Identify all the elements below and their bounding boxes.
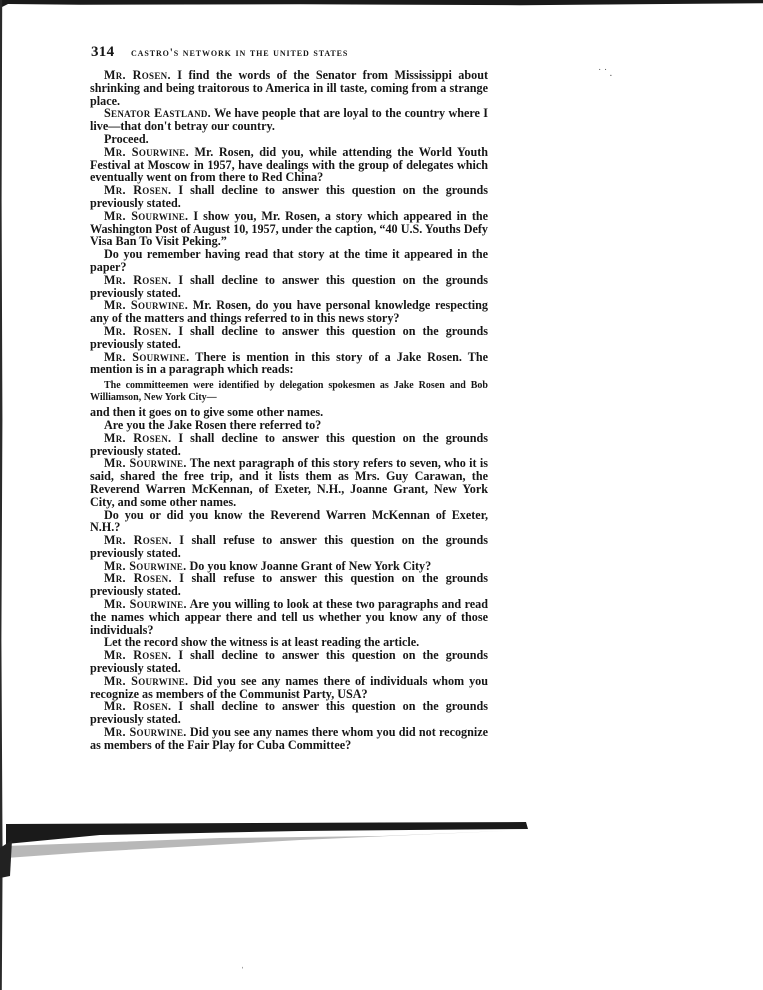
speaker-name: Mr. Rosen. [104, 648, 172, 663]
paragraph-text: Let the record show the witness is at least reading the article. [104, 635, 420, 650]
paragraph-text: I shall refuse to answer this question on the grounds previously stated. [90, 571, 488, 599]
paragraph-text: Did you see any names there of individuals whom you recognize as members of the Communist Party, USA? [90, 673, 489, 701]
paragraph-text: Do you or did you know the Reverend Warren McKennan of Exeter, N.H.? [90, 507, 488, 535]
paragraph-text: I shall decline to answer this question on the grounds previously stated. [90, 323, 488, 351]
transcript-paragraph [90, 351, 488, 377]
transcript-paragraph [90, 299, 488, 325]
transcript-paragraph [90, 146, 488, 184]
transcript-block-1 [90, 69, 488, 376]
paragraph-text: Do you know Joanne Grant of New York City? [186, 558, 432, 573]
transcript-paragraph [90, 107, 488, 133]
page-number: 314 [91, 44, 115, 60]
transcript-paragraph [90, 248, 488, 274]
speaker-name: Mr. Sourwine. [104, 673, 189, 688]
scan-bottom-bar [0, 818, 763, 878]
transcript-paragraph [90, 509, 488, 535]
paragraph-text: I shall refuse to answer this question on the grounds previously stated. [90, 533, 488, 560]
transcript-paragraph [90, 69, 488, 107]
paragraph-text: There is mention in this story of a Jake Rosen. The mention is in a paragraph which reads: [90, 349, 489, 377]
paragraph-text: We have people that are loyal to the country where I live—that don't betray our country. [90, 106, 488, 134]
scan-speck: ˙ ˙ . [598, 68, 613, 79]
speaker-name: Mr. Sourwine. [104, 725, 187, 740]
speaker-name: Mr. Rosen. [104, 68, 171, 82]
speaker-name: Mr. Sourwine. [104, 144, 189, 159]
paragraph-text: Mr. Rosen, did you, while attending the World Youth Festival at Moscow in 1957, have dealings with the group of delegates which eventually went on from there to Red China? [90, 144, 488, 185]
paragraph-text: I shall decline to answer this question on the grounds previously stated. [90, 699, 488, 727]
speaker-name: Senator Eastland. [104, 106, 212, 121]
paragraph-text: The next paragraph of this story refers to seven, who it is said, shared the free trip, and it lists them as Mrs. Guy Carawan, the Reverend Warren McKennan, of Exeter, N.H., Joanne Grant, New York City, and some other names. [90, 456, 488, 509]
paragraph-text: Do you remember having read that story at the time it appeared in the paper? [90, 247, 488, 274]
transcript-paragraph [90, 700, 488, 726]
paragraph-text: I show you, Mr. Rosen, a story which appeared in the Washington Post of August 10, 1957, under the caption, “40 U.S. Youths Defy Visa Ban To Visit Peking.” [90, 208, 489, 249]
paragraph-text: Proceed. [104, 131, 149, 146]
speaker-name: Mr. Rosen. [104, 571, 172, 586]
transcript-paragraph [90, 675, 488, 701]
paragraph-text: I shall decline to answer this question on the grounds previously stated. [90, 272, 488, 300]
speaker-name: Mr. Sourwine. [104, 597, 187, 612]
speaker-name: Mr. Sourwine. [104, 456, 187, 471]
speaker-name: Mr. Rosen. [104, 323, 172, 338]
hearing-transcript [90, 69, 488, 752]
transcript-paragraph [90, 184, 488, 210]
transcript-paragraph [90, 598, 488, 636]
quoted-passage: The committeemen were identified by delegation spokesmen as Jake Rosen and Bob Williamson, New York City— [90, 380, 488, 403]
transcript-paragraph [90, 325, 488, 351]
speaker-name: Mr. Sourwine. [104, 208, 189, 223]
continuation-line: and then it goes on to give some other names. [90, 405, 324, 420]
paragraph-text: I find the words of the Senator from Mississippi about shrinking and being traitorous to America in ill taste, coming from a strange place. [90, 68, 488, 108]
speaker-name: Mr. Sourwine. [104, 349, 190, 364]
paragraph-text: I shall decline to answer this question on the grounds previously stated. [90, 430, 488, 458]
speaker-name: Mr. Sourwine. [104, 558, 187, 573]
speaker-name: Mr. Rosen. [104, 699, 172, 714]
paragraph-text: I shall decline to answer this question on the grounds previously stated. [90, 648, 488, 676]
speaker-name: Mr. Rosen. [104, 533, 172, 548]
speaker-name: Mr. Rosen. [104, 272, 172, 287]
speaker-name: Mr. Rosen. [104, 430, 172, 445]
paragraph-text: I shall decline to answer this question on the grounds previously stated. [90, 183, 488, 210]
paragraph-text: Are you willing to look at these two paragraphs and read the names which appear there and tell us whether you know any of those individuals? [90, 597, 489, 637]
transcript-paragraph [90, 572, 488, 598]
transcript-block-2 [90, 419, 488, 752]
paragraph-text: Did you see any names there whom you did not recognize as members of the Fair Play for Cuba Committee? [90, 725, 489, 752]
transcript-paragraph [90, 457, 488, 508]
transcript-paragraph [90, 726, 488, 752]
transcript-paragraph [90, 534, 488, 560]
scan-top-edge [0, 0, 763, 10]
paragraph-text: Are you the Jake Rosen there referred to? [104, 417, 322, 432]
transcript-paragraph [90, 432, 488, 458]
transcript-paragraph [90, 649, 488, 675]
transcript-paragraph [90, 210, 488, 248]
scan-speck: ˌ [241, 958, 245, 969]
transcript-paragraph [90, 274, 488, 300]
speaker-name: Mr. Sourwine. [104, 298, 189, 313]
speaker-name: Mr. Rosen. [104, 183, 172, 198]
running-title: castro's network in the united states [131, 47, 349, 59]
page-header [91, 46, 491, 62]
paragraph-text: Mr. Rosen, do you have personal knowledge respecting any of the matters and things referred to in this news story? [90, 298, 488, 326]
